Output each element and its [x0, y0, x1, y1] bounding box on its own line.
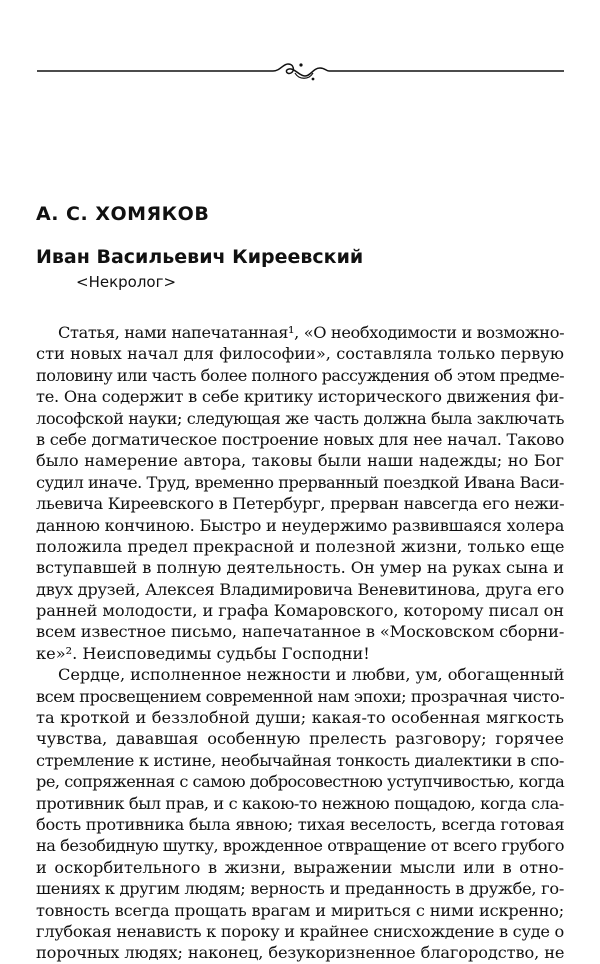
text-line: в себе догматическое построение новых для нее начал. Таково — [36, 429, 565, 449]
text-line: Статья, нами напечатанная¹, «О необходимости и возможно- — [58, 323, 565, 342]
text-line: ранней молодости, и графа Комаровского, которому писал он — [36, 601, 564, 621]
text-line: товность всегда прощать врагам и мириться с ними искренно; — [36, 900, 564, 920]
text-line: бость противника была явною; тихая веселость, всегда готовая — [36, 814, 565, 834]
text-line: та кроткой и беззлобной души; какая-то особенная мягкость — [36, 708, 564, 728]
text-line: стремление к истине, необычайная тонкость диалектики в спо- — [36, 750, 564, 770]
paragraph — [36, 664, 564, 963]
text-line: вступавшей в полную деятельность. Он умер на руках сына и — [36, 558, 564, 578]
text-line: всем просвещением современной нам эпохи; прозрачная чисто- — [36, 686, 565, 706]
text-line: лософской науки; следующая же часть должна была заключать — [36, 408, 564, 428]
text-line: данною кончиною. Быстро и неудержимо развившаяся холера — [36, 515, 565, 535]
text-line: чувства, дававшая особенную прелесть разговору; горячее — [36, 729, 564, 749]
text-line: судил иначе. Труд, временно прерванный поездкой Ивана Васи- — [36, 472, 564, 492]
text-line: половину или часть более полного рассуждения об этом предме- — [36, 365, 564, 385]
text-line: ке»². Неисповедимы судьбы Господни! — [36, 643, 370, 663]
text-line: шениях к другим людям; верность и преданность в дружбе, го- — [36, 879, 565, 899]
text-line: двух друзей, Алексея Владимировича Веневитинова, друга его — [36, 579, 564, 599]
text-line: порочных людях; наконец, безукоризненное благородство, не — [36, 943, 565, 963]
text-line: сти новых начал для философии», составляла только первую — [36, 344, 564, 364]
article-subtitle: <Некролог> — [76, 273, 177, 291]
text-line: и оскорбительного в жизни, выражении мысли или в отно- — [36, 857, 564, 877]
text-line: положила предел прекрасной и полезной жизни, только еще — [36, 536, 565, 556]
author-heading: А. С. ХОМЯКОВ — [36, 203, 210, 225]
text-line: ре, сопряженная с самою добросовестною уступчивостью, когда — [36, 772, 565, 792]
article-title: Иван Васильевич Киреевский — [36, 246, 364, 268]
text-line: льевича Киреевского в Петербург, прерван навсегда его нежи- — [36, 494, 565, 514]
text-line: те. Она содержит в себе критику исторического движения фи- — [36, 387, 564, 407]
ornament-divider — [37, 56, 564, 84]
text-line: всем известное письмо, напечатанное в «Московском сборни- — [36, 622, 565, 642]
paragraph — [36, 322, 564, 664]
text-line: Сердце, исполненное нежности и любви, ум, обогащенный — [58, 665, 565, 685]
text-line: было намерение автора, таковы были наши надежды; но Бог — [36, 451, 564, 471]
text-line: глубокая ненависть к пороку и крайнее снисхождение в суде о — [36, 921, 564, 941]
text-line: противник был прав, и с какою-то нежною пощадою, когда сла- — [36, 793, 564, 813]
text-line: на безобидную шутку, врожденное отвращение от всего грубого — [36, 836, 564, 856]
article-body — [36, 322, 564, 964]
